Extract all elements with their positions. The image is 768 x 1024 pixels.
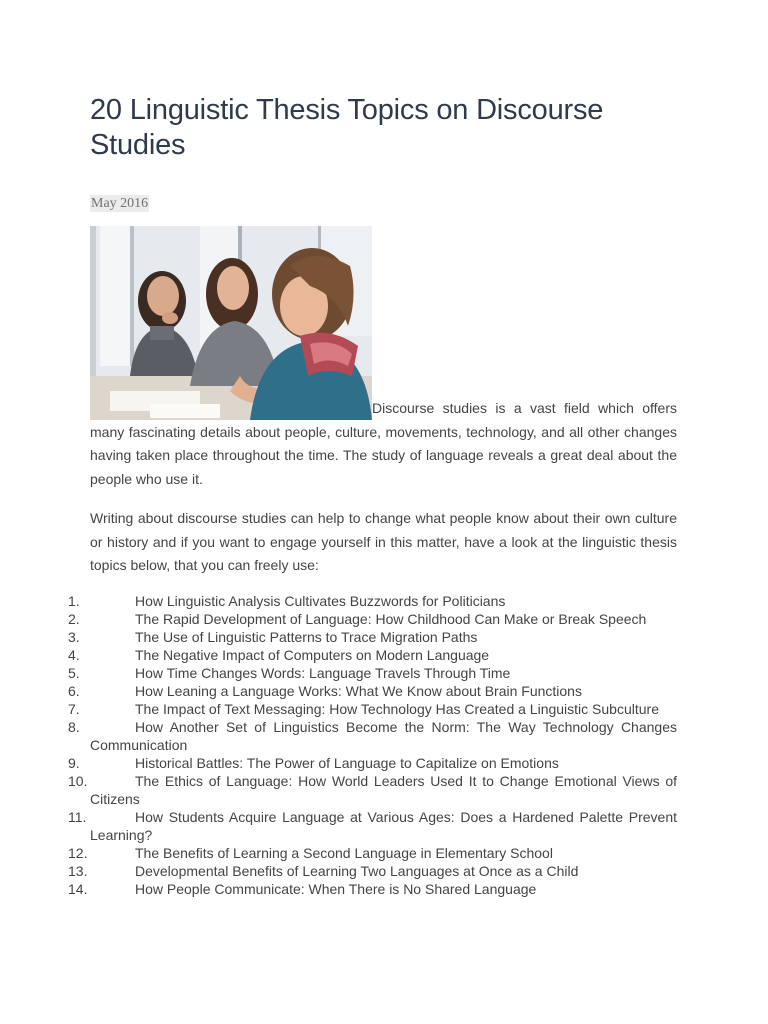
topic-item	[68, 754, 677, 772]
topic-text: The Negative Impact of Computers on Modern Language	[135, 646, 490, 663]
topic-text: How Time Changes Words: Language Travels Through Time	[135, 664, 511, 681]
topic-item	[68, 592, 677, 610]
topic-number: 10.	[68, 772, 88, 789]
topic-text: How People Communicate: When There is No Shared Language	[135, 880, 537, 897]
topic-text: Historical Battles: The Power of Language to Capitalize on Emotions	[135, 754, 559, 771]
topic-item	[68, 862, 677, 880]
topic-item	[68, 610, 677, 628]
topic-item	[68, 682, 677, 700]
topic-text: The Ethics of Language: How World Leaders Used It to Change Emotional Views of Citizens	[90, 772, 677, 807]
topic-item	[68, 880, 677, 898]
article	[68, 93, 677, 898]
second-paragraph: Writing about discourse studies can help to change what people know about their own culture or history and if you want to engage yourself in this matter, have a look at the linguistic thesis topics below, that you can freely use:	[90, 510, 677, 573]
topic-item	[68, 664, 677, 682]
topic-number: 13.	[68, 862, 88, 879]
topic-text: The Use of Linguistic Patterns to Trace Migration Paths	[135, 628, 478, 645]
topic-number: 8.	[68, 718, 80, 735]
topic-number: 6.	[68, 682, 80, 699]
article-title: 20 Linguistic Thesis Topics on Discourse Studies	[90, 94, 604, 161]
topic-text: How Students Acquire Language at Various Ages: Does a Hardened Palette Prevent Learning?	[90, 808, 677, 843]
topic-number: 9.	[68, 754, 80, 771]
topic-text: Developmental Benefits of Learning Two Languages at Once as a Child	[135, 862, 579, 879]
topic-item	[68, 700, 677, 718]
topic-text: How Linguistic Analysis Cultivates Buzzwords for Politicians	[135, 592, 506, 609]
topic-number: 12.	[68, 844, 88, 861]
topic-number: 11.	[68, 808, 87, 825]
topic-item	[68, 772, 677, 808]
topic-number: 2.	[68, 610, 80, 627]
topic-item	[68, 808, 677, 844]
topic-text: The Benefits of Learning a Second Language in Elementary School	[135, 844, 553, 861]
intro-paragraph	[90, 226, 677, 491]
topic-item	[68, 646, 677, 664]
article-date: May 2016	[91, 196, 149, 211]
intro-text: Discourse studies is a vast field which offers many fascinating details about people, culture, movements, technology, and all other changes having taken place throughout the time. The study of language reveals a great deal about the people who use it.	[90, 400, 677, 487]
topic-number: 1.	[68, 592, 80, 609]
topics-list	[68, 592, 677, 898]
topic-number: 4.	[68, 646, 80, 663]
topic-text: The Impact of Text Messaging: How Technology Has Created a Linguistic Subculture	[135, 700, 659, 717]
topic-item	[68, 718, 677, 754]
topic-item	[68, 628, 677, 646]
students-photo	[90, 226, 372, 420]
topic-number: 5.	[68, 664, 80, 681]
topic-number: 3.	[68, 628, 80, 645]
topic-number: 14.	[68, 880, 88, 897]
topic-number: 7.	[68, 700, 80, 717]
topic-item	[68, 844, 677, 862]
topic-text: How Another Set of Linguistics Become the Norm: The Way Technology Changes Communication	[90, 718, 677, 753]
topic-text: How Leaning a Language Works: What We Know about Brain Functions	[135, 682, 582, 699]
topic-text: The Rapid Development of Language: How Childhood Can Make or Break Speech	[135, 610, 647, 627]
